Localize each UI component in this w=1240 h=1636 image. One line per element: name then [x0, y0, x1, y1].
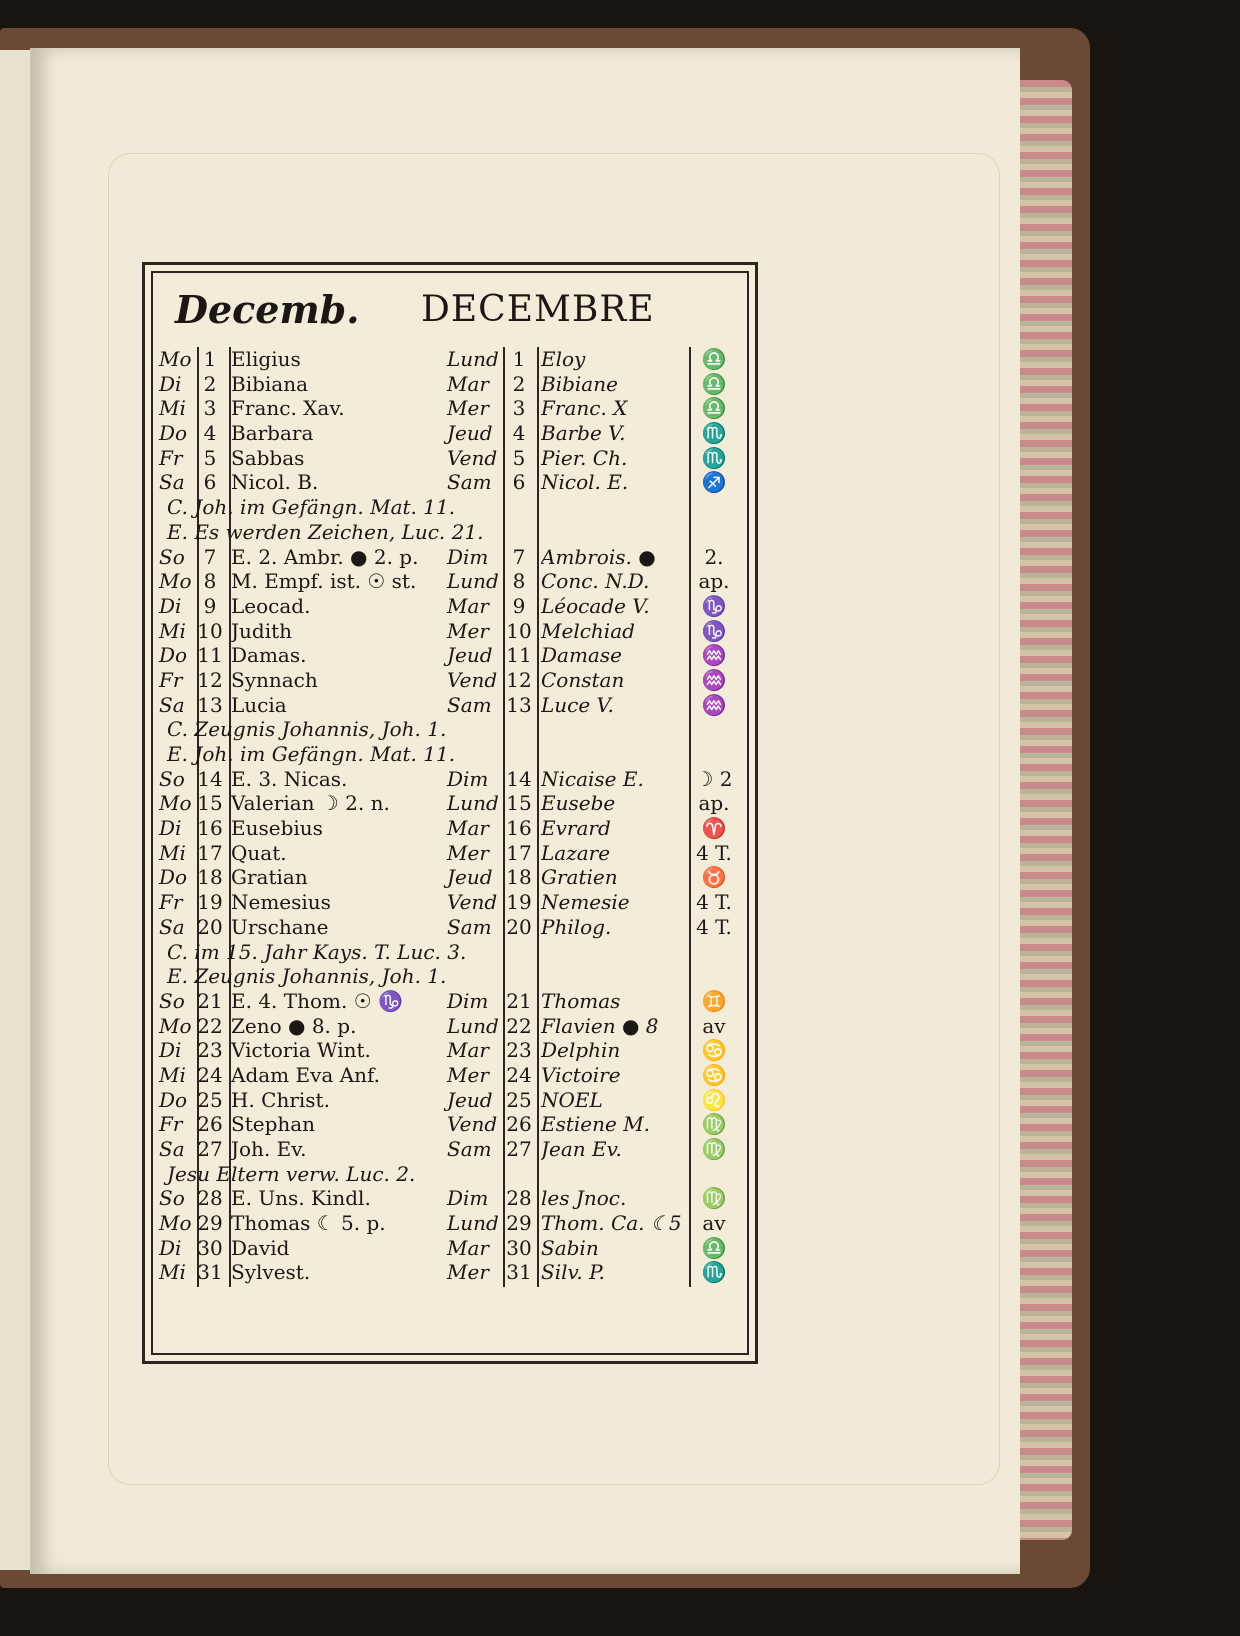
french-weekday: Vend: [447, 445, 498, 470]
german-weekday: Di: [159, 816, 182, 841]
calendar-row: [157, 1112, 747, 1137]
german-day-number: 31: [197, 1260, 223, 1285]
gospel-line: [157, 717, 747, 742]
french-saint: Franc. X: [541, 396, 628, 421]
german-day-number: 12: [197, 667, 223, 692]
german-weekday: Sa: [159, 470, 185, 495]
gospel-reference: C. Zeugnis Johannis, Joh. 1.: [167, 717, 447, 742]
french-saint: Nicol. E.: [541, 470, 629, 495]
french-saint: Bibiane: [541, 371, 618, 396]
french-day-number: 31: [506, 1260, 532, 1285]
calendar-row: [157, 421, 747, 446]
calendar-row: [157, 693, 747, 718]
french-saint: Melchiad: [541, 618, 635, 643]
french-weekday: Lund: [447, 569, 499, 594]
german-saint: Sylvest.: [231, 1260, 311, 1285]
calendar-row: [157, 816, 747, 841]
german-day-number: 13: [197, 692, 223, 717]
german-day-number: 8: [203, 569, 217, 594]
zodiac-sign: ♍: [701, 1137, 727, 1161]
zodiac-sign: ♌: [701, 1087, 727, 1112]
calendar-rows: [157, 347, 747, 1285]
german-day-number: 1: [203, 347, 217, 371]
german-saint: Judith: [231, 618, 293, 643]
french-day-number: 19: [506, 890, 532, 915]
french-day-number: 16: [506, 816, 532, 841]
month-title: [175, 287, 737, 343]
german-weekday: Fr: [159, 667, 183, 692]
french-day-number: 14: [506, 766, 532, 791]
german-saint: Joh. Ev.: [231, 1137, 307, 1161]
french-day-number: 30: [506, 1235, 532, 1260]
french-weekday: Lund: [447, 1013, 499, 1038]
german-saint: Franc. Xav.: [231, 396, 345, 421]
french-weekday: Mer: [447, 396, 489, 421]
german-weekday: Do: [159, 865, 188, 890]
zodiac-sign: ♎: [701, 396, 727, 421]
french-weekday: Jeud: [447, 421, 493, 446]
french-weekday: Lund: [447, 347, 499, 371]
french-day-number: 9: [512, 593, 526, 618]
french-weekday: Sam: [447, 1137, 492, 1161]
french-day-number: 28: [506, 1186, 532, 1211]
french-day-number: 13: [506, 692, 532, 717]
gospel-line: [157, 940, 747, 965]
german-weekday: Mi: [159, 396, 186, 421]
gospel-reference: E. Joh. im Gefängn. Mat. 11.: [167, 742, 456, 766]
french-saint: Ambrois. ●: [541, 544, 656, 569]
german-saint: Gratian: [231, 865, 308, 890]
calendar-row: [157, 1137, 747, 1162]
zodiac-sign: ♈: [701, 816, 727, 841]
german-weekday: Fr: [159, 445, 183, 470]
german-saint: Bibiana: [231, 371, 309, 396]
german-saint: Eligius: [231, 347, 301, 371]
calendar-row: [157, 619, 747, 644]
french-saint: Nicaise E.: [541, 766, 644, 791]
german-day-number: 16: [197, 816, 223, 841]
zodiac-sign: ♒: [701, 667, 727, 692]
german-day-number: 9: [203, 593, 217, 618]
german-weekday: Do: [159, 421, 188, 446]
french-saint: Sabin: [541, 1235, 599, 1260]
french-saint: Evrard: [541, 816, 611, 841]
german-weekday: Fr: [159, 890, 183, 915]
gospel-reference: C. im 15. Jahr Kays. T. Luc. 3.: [167, 939, 467, 964]
german-day-number: 28: [197, 1186, 223, 1211]
german-weekday: Sa: [159, 692, 185, 717]
german-saint: Synnach: [231, 667, 318, 692]
french-day-number: 27: [506, 1137, 532, 1161]
calendar-row: [157, 569, 747, 594]
french-weekday: Mar: [447, 371, 489, 396]
french-weekday: Vend: [447, 890, 498, 915]
french-day-number: 4: [512, 421, 526, 446]
german-weekday: Di: [159, 1235, 182, 1260]
french-weekday: Sam: [447, 692, 492, 717]
german-saint: Barbara: [231, 421, 314, 446]
french-saint: Delphin: [541, 1038, 621, 1063]
german-saint: Leocad.: [231, 593, 311, 618]
zodiac-sign: ☽ 2: [695, 766, 733, 791]
french-day-number: 11: [506, 643, 532, 668]
german-day-number: 11: [197, 643, 223, 668]
zodiac-sign: ♒: [701, 643, 727, 668]
german-weekday: Sa: [159, 1137, 185, 1161]
german-day-number: 18: [197, 865, 223, 890]
german-weekday: Mi: [159, 1260, 186, 1285]
german-day-number: 2: [203, 371, 217, 396]
french-weekday: Mer: [447, 840, 489, 865]
german-saint: Nicol. B.: [231, 470, 319, 495]
french-day-number: 10: [506, 618, 532, 643]
german-saint: Thomas ☾ 5. p.: [231, 1211, 386, 1236]
german-saint: Damas.: [231, 643, 307, 668]
german-weekday: Mo: [159, 1211, 192, 1236]
french-weekday: Sam: [447, 470, 492, 495]
french-saint: Victoire: [541, 1062, 621, 1087]
german-saint: Urschane: [231, 914, 329, 939]
german-saint: Adam Eva Anf.: [231, 1062, 381, 1087]
german-weekday: Mi: [159, 618, 186, 643]
german-weekday: Mo: [159, 1013, 192, 1038]
zodiac-sign: ♐: [701, 470, 727, 495]
german-day-number: 10: [197, 618, 223, 643]
french-day-number: 5: [512, 445, 526, 470]
german-weekday: Do: [159, 1087, 188, 1112]
french-weekday: Jeud: [447, 643, 493, 668]
calendar-row: [157, 989, 747, 1014]
zodiac-sign: 4 T.: [696, 890, 732, 915]
calendar-row: [157, 1063, 747, 1088]
german-weekday: Mo: [159, 791, 192, 816]
german-saint: M. Empf. ist. ☉ st.: [231, 569, 417, 594]
german-day-number: 20: [197, 914, 223, 939]
german-weekday: So: [159, 988, 185, 1013]
calendar-page: [30, 48, 1020, 1574]
german-day-number: 23: [197, 1038, 223, 1063]
zodiac-sign: ♏: [701, 445, 727, 470]
german-day-number: 27: [197, 1137, 223, 1161]
calendar-row: [157, 1014, 747, 1039]
french-saint: Flavien ● 8: [541, 1013, 659, 1038]
german-weekday: Di: [159, 593, 182, 618]
french-weekday: Vend: [447, 1112, 498, 1137]
french-saint: Philog.: [541, 914, 612, 939]
german-saint: Eusebius: [231, 816, 323, 841]
french-day-number: 26: [506, 1112, 532, 1137]
french-day-number: 22: [506, 1013, 532, 1038]
french-day-number: 12: [506, 667, 532, 692]
zodiac-sign: ♍: [701, 1186, 727, 1211]
zodiac-sign: ♎: [701, 1235, 727, 1260]
calendar-row: [157, 1038, 747, 1063]
french-month-title: DECEMBRE: [421, 289, 655, 330]
french-day-number: 1: [512, 347, 526, 371]
french-weekday: Mer: [447, 618, 489, 643]
german-day-number: 24: [197, 1062, 223, 1087]
zodiac-sign: ♑: [701, 618, 727, 643]
zodiac-sign: ♊: [701, 988, 727, 1013]
german-weekday: So: [159, 766, 185, 791]
german-day-number: 29: [197, 1211, 223, 1236]
zodiac-sign: ♑: [701, 593, 727, 618]
calendar-row: [157, 791, 747, 816]
german-saint: Victoria Wint.: [231, 1038, 371, 1063]
calendar-row: [157, 865, 747, 890]
french-day-number: 6: [512, 470, 526, 495]
german-day-number: 17: [197, 840, 223, 865]
german-weekday: Di: [159, 371, 182, 396]
zodiac-sign: av: [702, 1211, 726, 1236]
german-saint: Valerian ☽ 2. n.: [231, 791, 390, 816]
german-saint: H. Christ.: [231, 1087, 330, 1112]
german-saint: Zeno ● 8. p.: [231, 1013, 357, 1038]
french-saint: Nemesie: [541, 890, 630, 915]
french-weekday: Jeud: [447, 865, 493, 890]
zodiac-sign: av: [702, 1013, 726, 1038]
gospel-reference: Jesu Eltern verw. Luc. 2.: [167, 1161, 416, 1186]
german-day-number: 25: [197, 1087, 223, 1112]
german-day-number: 22: [197, 1013, 223, 1038]
zodiac-sign: ♎: [701, 371, 727, 396]
french-day-number: 8: [512, 569, 526, 594]
gospel-line: [157, 964, 747, 989]
frame-inner-border: [151, 271, 749, 1355]
gospel-line: [157, 742, 747, 767]
zodiac-sign: ♉: [701, 865, 727, 890]
french-saint: Barbe V.: [541, 421, 626, 446]
german-weekday: Fr: [159, 1112, 183, 1137]
gospel-reference: E. Es werden Zeichen, Luc. 21.: [167, 519, 484, 544]
french-saint: Conc. N.D.: [541, 569, 650, 594]
german-weekday: Do: [159, 643, 188, 668]
german-weekday: Mi: [159, 1062, 186, 1087]
zodiac-sign: 4 T.: [696, 914, 732, 939]
german-day-number: 3: [203, 396, 217, 421]
german-day-number: 6: [203, 470, 217, 495]
zodiac-sign: ♒: [701, 692, 727, 717]
french-weekday: Lund: [447, 791, 499, 816]
german-saint: Quat.: [231, 840, 287, 865]
german-saint: E. 2. Ambr. ● 2. p.: [231, 544, 419, 569]
german-saint: Stephan: [231, 1112, 316, 1137]
french-day-number: 21: [506, 988, 532, 1013]
german-day-number: 26: [197, 1112, 223, 1137]
calendar-row: [157, 545, 747, 570]
french-day-number: 25: [506, 1087, 532, 1112]
calendar-row: [157, 767, 747, 792]
german-saint: Lucia: [231, 692, 287, 717]
german-saint: E. 4. Thom. ☉ ♑: [231, 988, 403, 1013]
french-weekday: Lund: [447, 1211, 499, 1236]
french-saint: Thom. Ca. ☾5: [541, 1211, 682, 1236]
calendar-row: [157, 372, 747, 397]
gospel-line: [157, 495, 747, 520]
german-weekday: So: [159, 544, 185, 569]
french-weekday: Mar: [447, 1038, 489, 1063]
zodiac-sign: ♏: [701, 421, 727, 446]
calendar-row: [157, 396, 747, 421]
french-day-number: 24: [506, 1062, 532, 1087]
calendar-row: [157, 594, 747, 619]
french-saint: Thomas: [541, 988, 621, 1013]
gospel-reference: C. Joh. im Gefängn. Mat. 11.: [167, 495, 456, 520]
french-day-number: 23: [506, 1038, 532, 1063]
french-saint: Gratien: [541, 865, 618, 890]
calendar-row: [157, 890, 747, 915]
french-saint: Eloy: [541, 347, 586, 371]
german-weekday: Mo: [159, 569, 192, 594]
french-saint: Luce V.: [541, 692, 614, 717]
french-weekday: Mar: [447, 816, 489, 841]
calendar-row: [157, 446, 747, 471]
french-day-number: 29: [506, 1211, 532, 1236]
french-weekday: Dim: [447, 544, 489, 569]
german-weekday: Mo: [159, 347, 192, 371]
french-saint: Pier. Ch.: [541, 445, 628, 470]
calendar-row: [157, 470, 747, 495]
calendar-row: [157, 1088, 747, 1113]
french-saint: Silv. P.: [541, 1260, 605, 1285]
french-weekday: Mar: [447, 1235, 489, 1260]
german-weekday: Di: [159, 1038, 182, 1063]
french-saint: Léocade V.: [541, 593, 650, 618]
german-saint: Sabbas: [231, 445, 305, 470]
french-weekday: Dim: [447, 988, 489, 1013]
german-day-number: 7: [203, 544, 217, 569]
french-saint: Constan: [541, 667, 625, 692]
calendar-row: [157, 1186, 747, 1211]
french-day-number: 17: [506, 840, 532, 865]
german-day-number: 30: [197, 1235, 223, 1260]
french-saint: Damase: [541, 643, 622, 668]
german-saint: E. 3. Nicas.: [231, 766, 348, 791]
zodiac-sign: ap.: [698, 569, 730, 594]
french-weekday: Mer: [447, 1260, 489, 1285]
french-saint: Estiene M.: [541, 1112, 651, 1137]
german-day-number: 15: [197, 791, 223, 816]
zodiac-sign: ♍: [701, 1112, 727, 1137]
french-weekday: Dim: [447, 1186, 489, 1211]
french-day-number: 7: [512, 544, 526, 569]
french-saint: Jean Ev.: [541, 1137, 622, 1161]
french-weekday: Mar: [447, 593, 489, 618]
zodiac-sign: ap.: [698, 791, 730, 816]
calendar-row: [157, 668, 747, 693]
french-day-number: 18: [506, 865, 532, 890]
german-saint: David: [231, 1235, 290, 1260]
german-day-number: 4: [203, 421, 217, 446]
french-saint: Lazare: [541, 840, 611, 865]
german-weekday: Mi: [159, 840, 186, 865]
german-day-number: 5: [203, 445, 217, 470]
french-weekday: Mer: [447, 1062, 489, 1087]
french-saint: les Jnoc.: [541, 1186, 627, 1211]
german-saint: E. Uns. Kindl.: [231, 1186, 371, 1211]
calendar-row: [157, 915, 747, 940]
french-saint: Eusebe: [541, 791, 616, 816]
french-weekday: Dim: [447, 766, 489, 791]
calendar-row: [157, 841, 747, 866]
gospel-line: [157, 520, 747, 545]
french-day-number: 20: [506, 914, 532, 939]
calendar-row: [157, 643, 747, 668]
german-weekday: Sa: [159, 914, 185, 939]
gospel-reference: E. Zeugnis Johannis, Joh. 1.: [167, 964, 447, 989]
french-weekday: Sam: [447, 914, 492, 939]
zodiac-sign: ♏: [701, 1260, 727, 1285]
zodiac-sign: ♋: [701, 1062, 727, 1087]
calendar-row: [157, 1211, 747, 1236]
french-weekday: Jeud: [447, 1087, 493, 1112]
french-day-number: 2: [512, 371, 526, 396]
calendar-row: [157, 347, 747, 372]
french-weekday: Vend: [447, 667, 498, 692]
french-day-number: 15: [506, 791, 532, 816]
calendar-row: [157, 1260, 747, 1285]
german-weekday: So: [159, 1186, 185, 1211]
french-saint: NOEL: [541, 1087, 603, 1112]
german-saint: Nemesius: [231, 890, 331, 915]
zodiac-sign: 4 T.: [696, 840, 732, 865]
gospel-line: [157, 1162, 747, 1187]
german-day-number: 14: [197, 766, 223, 791]
calendar-frame: [142, 262, 758, 1364]
german-day-number: 21: [197, 988, 223, 1013]
french-day-number: 3: [512, 396, 526, 421]
german-day-number: 19: [197, 890, 223, 915]
calendar-row: [157, 1236, 747, 1261]
zodiac-sign: ♋: [701, 1038, 727, 1063]
zodiac-sign: 2.: [704, 544, 724, 569]
german-month-title: Decemb.: [175, 287, 360, 332]
zodiac-sign: ♎: [701, 347, 727, 371]
